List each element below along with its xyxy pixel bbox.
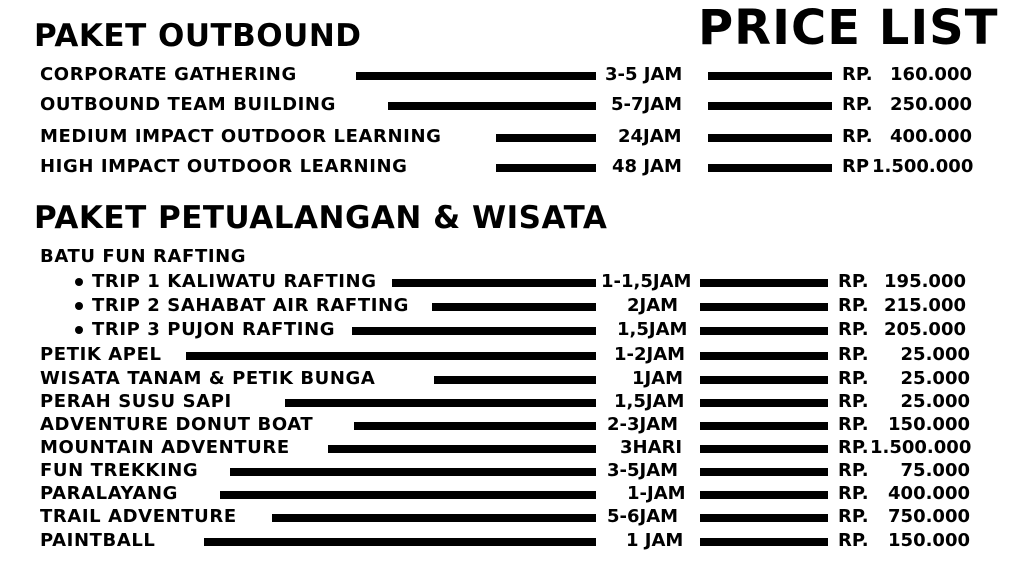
item-duration: 2-3JAM <box>607 414 679 435</box>
item-price: 195.000 <box>884 271 966 292</box>
item-duration: 1 JAM <box>626 530 684 551</box>
leader-line <box>496 164 596 172</box>
currency-label: RP. <box>838 391 869 412</box>
outbound-heading: PAKET OUTBOUND <box>34 18 362 54</box>
leader-line <box>496 134 596 142</box>
price-list-title: PRICE LIST <box>698 0 999 56</box>
price-row-trip-3-pujon-rafting <box>0 318 1024 342</box>
item-price: 250.000 <box>890 94 972 115</box>
price-row-medium-impact-outdoor-learning <box>0 125 1024 149</box>
currency-label: RP. <box>842 126 873 147</box>
leader-line <box>356 72 596 80</box>
item-price: 750.000 <box>888 506 970 527</box>
currency-label: RP. <box>838 437 869 458</box>
currency-label: RP. <box>842 94 873 115</box>
item-name: ADVENTURE DONUT BOAT <box>40 414 314 435</box>
item-price: 150.000 <box>888 414 970 435</box>
item-price: 25.000 <box>900 391 970 412</box>
item-price: 400.000 <box>890 126 972 147</box>
price-row-perah-susu-sapi <box>0 390 1024 414</box>
leader-line <box>700 327 828 335</box>
bullet-icon <box>75 302 83 310</box>
leader-line <box>352 327 596 335</box>
currency-label: RP. <box>838 530 869 551</box>
currency-label: RP. <box>838 506 869 527</box>
item-duration: 3HARI <box>620 437 683 458</box>
leader-line <box>700 538 828 546</box>
price-row-adventure-donut-boat <box>0 413 1024 437</box>
price-row-trail-adventure <box>0 505 1024 529</box>
item-duration: 1,5JAM <box>617 319 688 340</box>
item-price: 25.000 <box>900 344 970 365</box>
price-row-high-impact-outdoor-learning <box>0 155 1024 179</box>
price-row-paintball <box>0 529 1024 553</box>
item-duration: 5-7JAM <box>611 94 683 115</box>
leader-line <box>700 422 828 430</box>
leader-line <box>328 445 596 453</box>
currency-label: RP. <box>838 414 869 435</box>
item-duration: 5-6JAM <box>607 506 679 527</box>
leader-line <box>432 303 596 311</box>
item-name: PARALAYANG <box>40 483 179 504</box>
leader-line <box>700 376 828 384</box>
leader-line <box>186 352 596 360</box>
leader-line <box>700 514 828 522</box>
item-price: 25.000 <box>900 368 970 389</box>
price-row-fun-trekking <box>0 459 1024 483</box>
leader-line <box>434 376 596 384</box>
currency-label: RP. <box>838 460 869 481</box>
leader-line <box>272 514 596 522</box>
leader-line <box>700 445 828 453</box>
item-name: WISATA TANAM & PETIK BUNGA <box>40 368 376 389</box>
item-price: 215.000 <box>884 295 966 316</box>
leader-line <box>708 134 832 142</box>
item-duration: 3-5 JAM <box>605 64 683 85</box>
leader-line <box>392 279 596 287</box>
item-price: 160.000 <box>890 64 972 85</box>
item-duration: 48 JAM <box>612 156 682 177</box>
item-name: TRAIL ADVENTURE <box>40 506 237 527</box>
item-price: 1.500.000 <box>872 156 974 177</box>
currency-label: RP. <box>838 368 869 389</box>
currency-label: RP. <box>838 271 869 292</box>
item-name: OUTBOUND TEAM BUILDING <box>40 94 336 115</box>
price-row-mountain-adventure <box>0 436 1024 460</box>
petualangan-heading: PAKET PETUALANGAN & WISATA <box>34 200 608 236</box>
item-name: FUN TREKKING <box>40 460 199 481</box>
item-duration: 1-2JAM <box>614 344 686 365</box>
item-duration: 1,5JAM <box>614 391 685 412</box>
rafting-heading: BATU FUN RAFTING <box>40 246 247 267</box>
item-price: 1.500.000 <box>870 437 972 458</box>
leader-line <box>708 164 832 172</box>
item-name: HIGH IMPACT OUTDOOR LEARNING <box>40 156 408 177</box>
bullet-icon <box>75 326 83 334</box>
item-name: MOUNTAIN ADVENTURE <box>40 437 290 458</box>
leader-line <box>230 468 596 476</box>
currency-label: RP. <box>838 319 869 340</box>
item-price: 75.000 <box>900 460 970 481</box>
item-name: TRIP 2 SAHABAT AIR RAFTING <box>92 295 410 316</box>
item-name: TRIP 1 KALIWATU RAFTING <box>92 271 377 292</box>
currency-label: RP <box>842 156 870 177</box>
leader-line <box>708 102 832 110</box>
item-price: 400.000 <box>888 483 970 504</box>
currency-label: RP. <box>842 64 873 85</box>
price-row-trip-2-sahabat-air-rafting <box>0 294 1024 318</box>
leader-line <box>700 491 828 499</box>
leader-line <box>700 352 828 360</box>
price-row-paralayang <box>0 482 1024 506</box>
leader-line <box>700 468 828 476</box>
leader-line <box>700 399 828 407</box>
price-row-wisata-tanam-and-petik-bunga <box>0 367 1024 391</box>
item-duration: 2JAM <box>627 295 679 316</box>
price-row-petik-apel <box>0 343 1024 367</box>
leader-line <box>700 279 828 287</box>
bullet-icon <box>75 278 83 286</box>
currency-label: RP. <box>838 483 869 504</box>
leader-line <box>700 303 828 311</box>
price-row-corporate-gathering <box>0 63 1024 87</box>
leader-line <box>204 538 596 546</box>
leader-line <box>220 491 596 499</box>
price-row-outbound-team-building <box>0 93 1024 117</box>
item-name: MEDIUM IMPACT OUTDOOR LEARNING <box>40 126 442 147</box>
item-name: PAINTBALL <box>40 530 156 551</box>
item-name: PETIK APEL <box>40 344 162 365</box>
price-row-trip-1-kaliwatu-rafting <box>0 270 1024 294</box>
leader-line <box>708 72 832 80</box>
currency-label: RP. <box>838 344 869 365</box>
item-duration: 1JAM <box>632 368 684 389</box>
leader-line <box>285 399 596 407</box>
item-price: 150.000 <box>888 530 970 551</box>
item-name: TRIP 3 PUJON RAFTING <box>92 319 336 340</box>
item-name: CORPORATE GATHERING <box>40 64 297 85</box>
item-duration: 1-JAM <box>627 483 686 504</box>
leader-line <box>388 102 596 110</box>
leader-line <box>354 422 596 430</box>
item-duration: 3-5JAM <box>607 460 679 481</box>
currency-label: RP. <box>838 295 869 316</box>
item-name: PERAH SUSU SAPI <box>40 391 232 412</box>
item-price: 205.000 <box>884 319 966 340</box>
item-duration: 1-1,5JAM <box>601 271 692 292</box>
item-duration: 24JAM <box>618 126 682 147</box>
